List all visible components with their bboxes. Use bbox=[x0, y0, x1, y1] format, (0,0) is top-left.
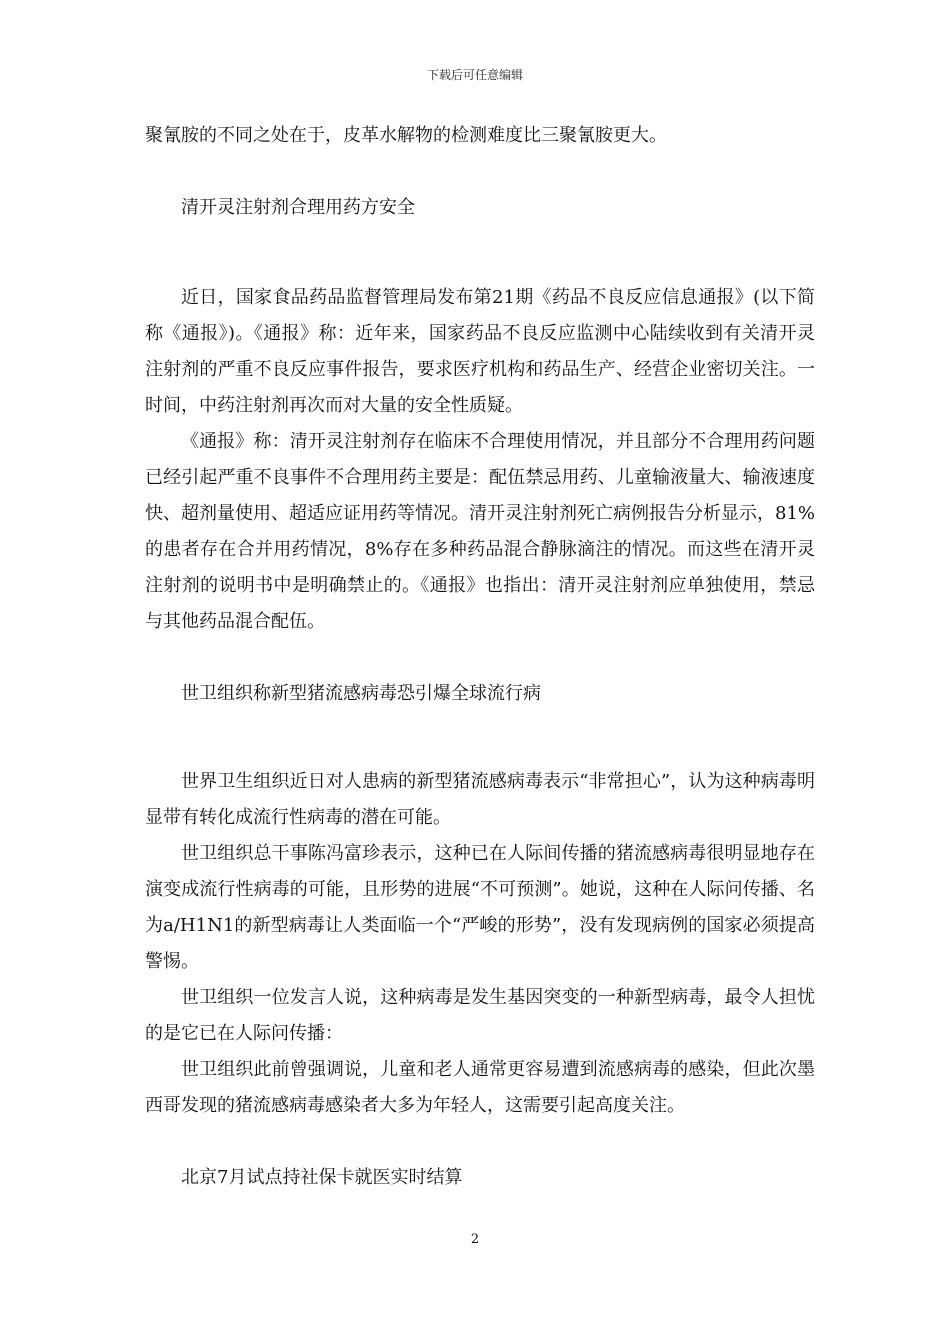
spacer bbox=[145, 1124, 815, 1160]
section-title-beijing-social-security: 北京7月试点持社保卡就医实时结算 bbox=[181, 1167, 463, 1188]
spacer bbox=[145, 640, 815, 676]
page-header: 下载后可任意编辑 bbox=[426, 68, 523, 82]
page-number: 2 bbox=[470, 1232, 480, 1247]
paragraph: 近日，国家食品药品监督管理局发布第21期《药品不良反应信息通报》(以下简称《通报》)。《通报》称：近年来，国家药品不良反应监测中心陆续收到有关清开灵注射剂的严重不良反应事件报告，要求医疗机构和药品生产、经营企业密切关注。一时间，中药注射剂再次而对大量的安全性质疑。 bbox=[145, 287, 815, 416]
paragraph: 《通报》称：清开灵注射剂存在临床不合理使用情况，并且部分不合理用药问题已经引起严重不良事件不合理用药主要是：配伍禁忌用药、儿童输液量大、输液速度快、超剂量使用、超适应证用药等情况。清开灵注射剂死亡病例报告分析显示，81%的患者存在合并用药情况，8%存在多种药品混合静脉滴注的情况。而这些在清开灵注射剂的说明书中是明确禁止的。《通报》也指出：清开灵注射剂应单独使用，禁忌与其他药品混合配伍。 bbox=[145, 431, 816, 632]
section-title-swine-flu: 世卫组织称新型猪流感病毒恐引爆全球流行病 bbox=[181, 683, 541, 704]
section-title-qingkailing: 清开灵注射剂合理用药方安全 bbox=[181, 197, 415, 218]
spacer bbox=[145, 226, 815, 262]
document-body bbox=[145, 118, 815, 1196]
paragraph: 世卫组织总干事陈冯富珍表示，这种已在人际间传播的猪流感病毒很明显地存在演变成流行性病毒的可能，且形势的进展“不可预测”。她说，这种在人际问传播、名为a/H1N1的新型病毒让人类面临一个“严峻的形势”，没有发现病例的国家必须提高警惕。 bbox=[145, 843, 815, 972]
spacer bbox=[145, 748, 815, 764]
spacer bbox=[145, 712, 815, 748]
paragraph-intro-tail: 聚氰胺的不同之处在于，皮革水解物的检测难度比三聚氰胺更大。 bbox=[145, 125, 667, 146]
spacer bbox=[145, 262, 815, 280]
spacer bbox=[145, 154, 815, 190]
paragraph: 世卫组织一位发言人说，这种病毒是发生基因突变的一种新型病毒，最令人担忧的是它已在人际问传播： bbox=[145, 987, 815, 1044]
paragraph: 世界卫生组织近日对人患病的新型猪流感病毒表示“非常担心”，认为这种病毒明显带有转化成流行性病毒的潜在可能。 bbox=[145, 771, 815, 828]
paragraph: 世卫组织此前曾强调说，儿童和老人通常更容易遭到流感病毒的感染，但此次墨西哥发现的猪流感病毒感染者大多为年轻人，这需要引起高度关注。 bbox=[145, 1059, 815, 1116]
